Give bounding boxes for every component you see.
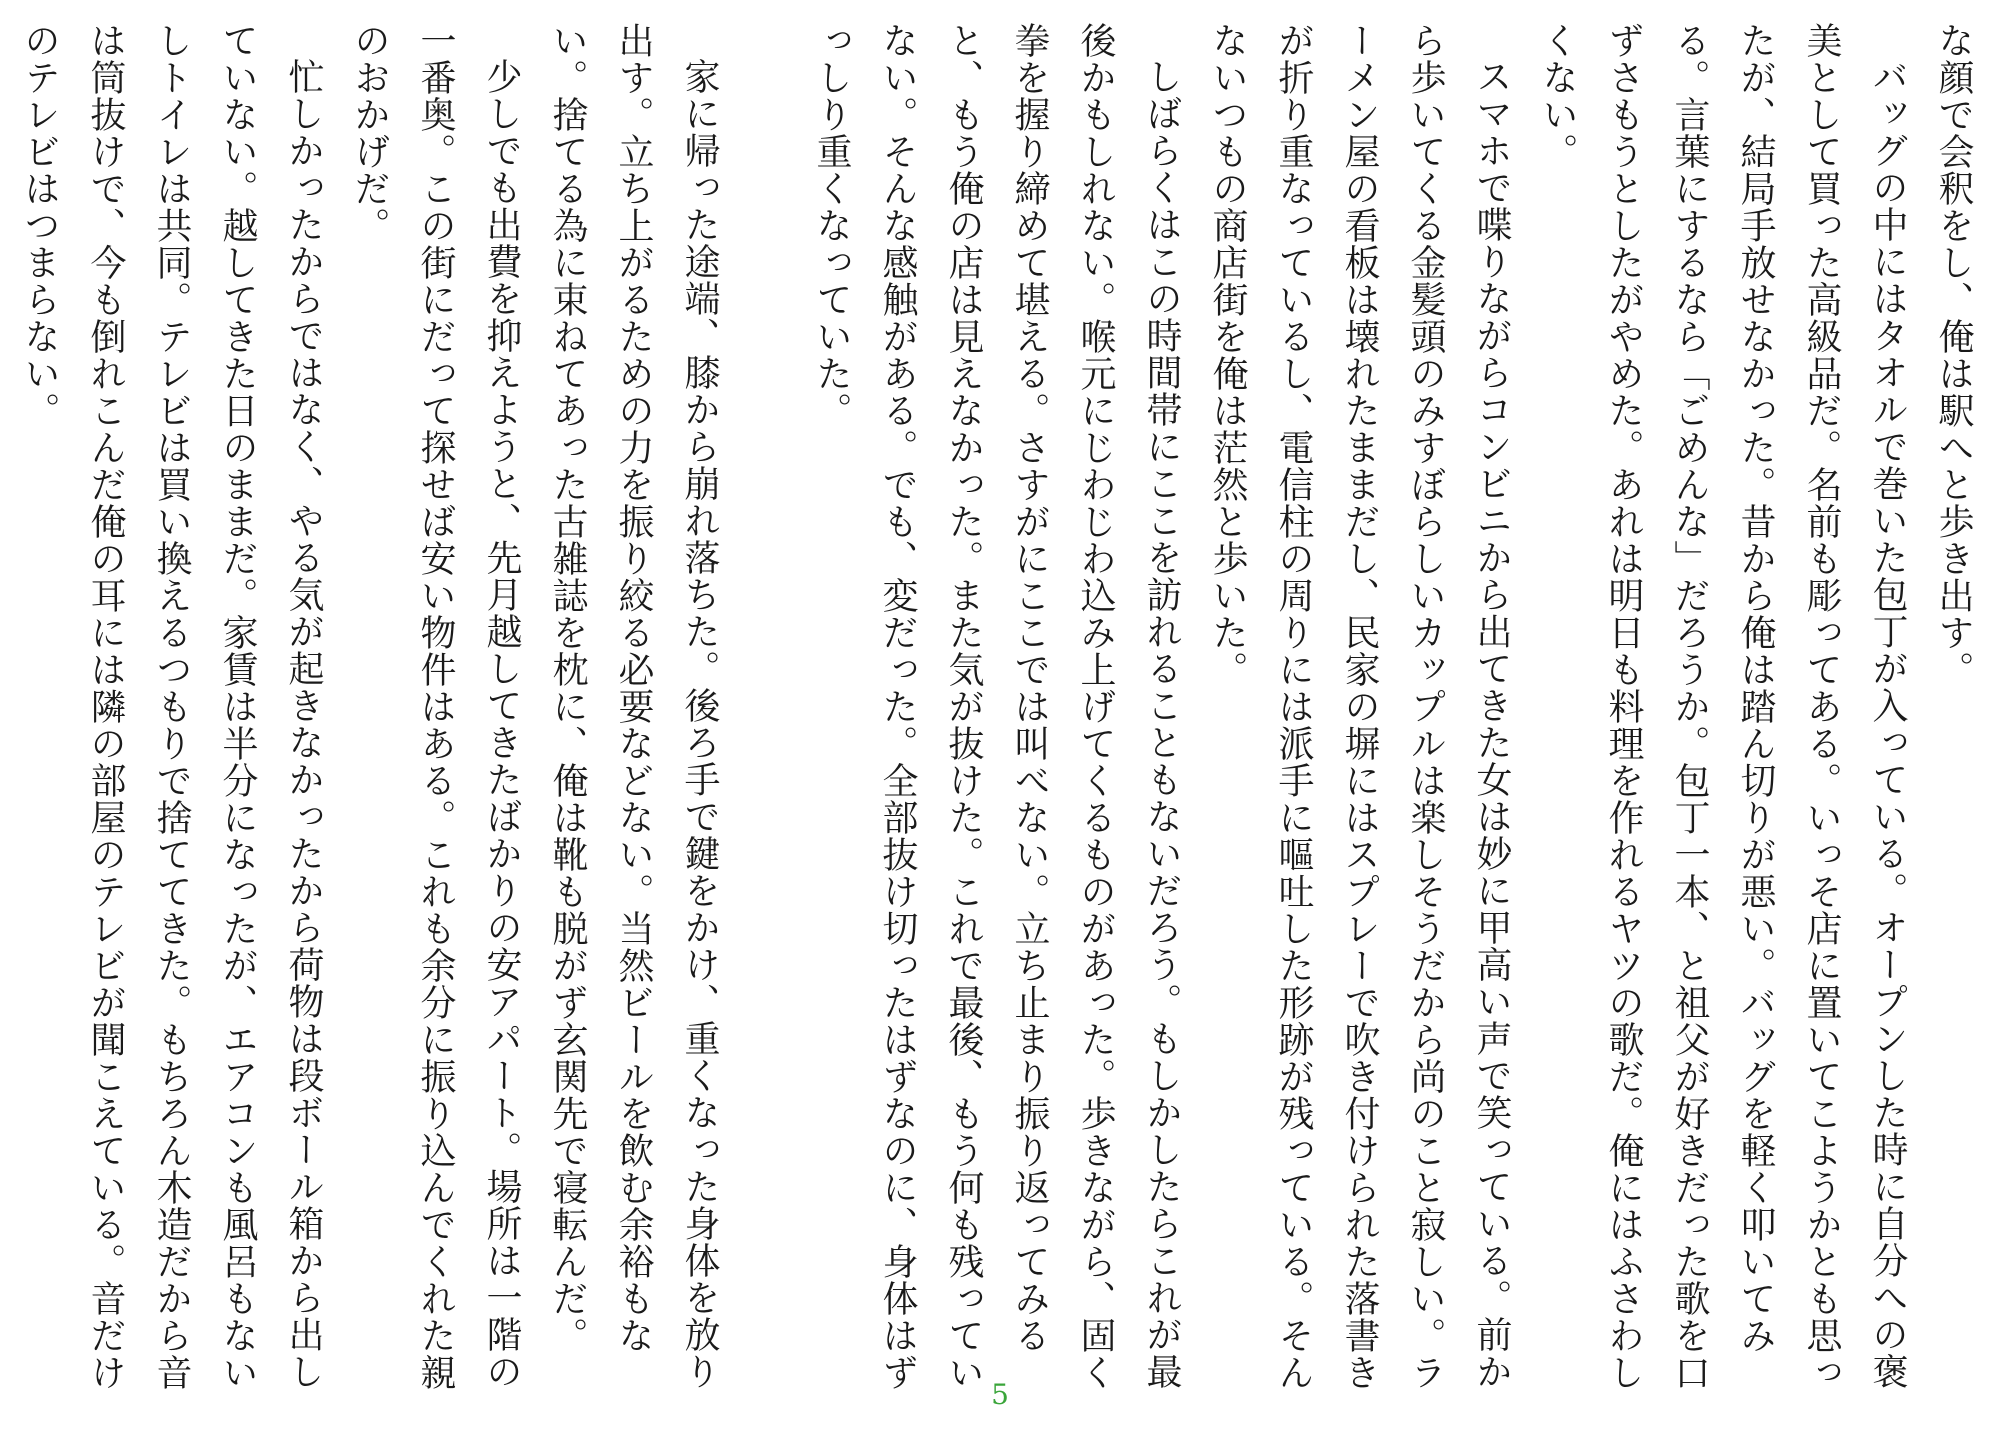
vertical-text-body [0,22,1986,1412]
page-number: 5 [991,1378,1009,1411]
paragraph-1: な顔で会釈をし、俺は駅へと歩き出す。 [1933,22,1974,688]
paragraph-2: バッグの中にはタオルで巻いた包丁が入っている。オープンした時に自分への褒美として買った高級品だ。名前も彫ってある。いっそ店に置いてこようかとも思ったが、結局手放せなかった。昔から俺は踏ん切りが悪い。バッグを軽く叩いてみる。言葉にするなら「ごめんな」だろうか。包丁一本、と祖父が好きだった歌を口ずさもうとしたがやめた。あれは明日も料理を作れるヤツの歌だ。俺にはふさわしくない。 [1537,22,1908,1391]
scene-break [732,22,798,1412]
paragraph-4: しばらくはこの時間帯にここを訪れることもないだろう。もしかしたらこれが最後かもしれない。喉元にじわじわ込み上げてくるものがあった。歩きながら、固く拳を握り締めて堪える。さすがにここでは叫べない。立ち止まり振り返ってみると、もう俺の店は見えなかった。また気が抜けた。これで最後、もう何も残っていない。そんな感触がある。でも、変だった。全部抜け切ったはずなのに、身体はずっしり重くなっていた。 [811,22,1182,1391]
paragraph-7: 忙しかったからではなく、やる気が起きなかったから荷物は段ボール箱から出していない。越してきた日のままだ。家賃は半分になったが、エアコンも風呂もないしトイレは共同。テレビは買い換えるつもりで捨ててきた。もちろん木造だから音は筒抜けで、今も倒れこんだ俺の耳には隣の部屋のテレビが聞こえている。音だけのテレビはつまらない。 [19,22,324,1391]
paragraph-5: 家に帰った途端、膝から崩れ落ちた。後ろ手で鍵をかけ、重くなった身体を放り出す。立ち上がるための力を振り絞る必要などない。当然ビールを飲む余裕もない。捨てる為に束ねてあった古雑誌を枕に、俺は靴も脱がず玄関先で寝転んだ。 [547,22,720,1390]
paragraph-8 [0,22,6,1412]
paragraph-6: 少しでも出費を抑えようと、先月越してきたばかりの安アパート。場所は一階の一番奥。この街にだって探せば安い物件はある。これも余分に振り込んでくれた親のおかげだ。 [349,22,522,1391]
paragraph-3: スマホで喋りながらコンビニから出てきた女は妙に甲高い声で笑っている。前から歩いてくる金髪頭のみすぼらしいカップルは楽しそうだから尚のこと寂しい。ラーメン屋の看板は壊れたままだし、民家の塀にはスプレーで吹き付けられた落書きが折り重なっているし、電信柱の周りには派手に嘔吐した形跡が残っている。そんないつもの商店街を俺は茫然と歩いた。 [1207,22,1512,1391]
